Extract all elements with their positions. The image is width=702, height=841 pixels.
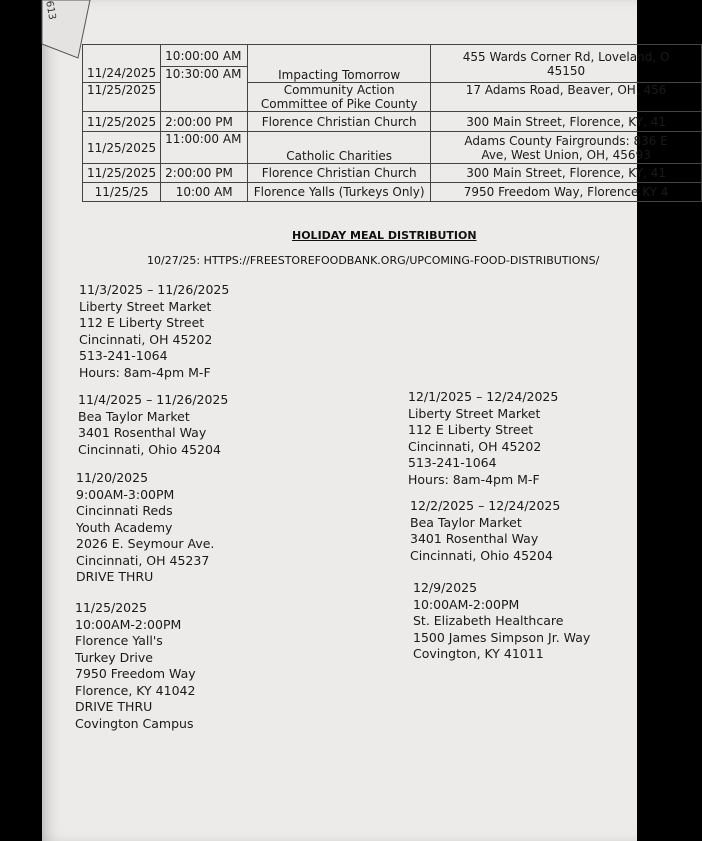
text-line: Cincinnati, OH 45237 (76, 552, 210, 568)
corner-number: 613 (43, 0, 58, 21)
left-block-1 (79, 282, 229, 381)
text-line: 11/4/2025 – 11/26/2025 (78, 392, 229, 407)
org-cell: Florence Christian Church (248, 112, 431, 132)
org-cell: Florence Yalls (Turkeys Only) (248, 183, 431, 202)
text-line: 112 E Liberty Street (79, 315, 205, 330)
org-line: Community Action (283, 83, 395, 97)
time-cell: 10:00:00 AM (161, 45, 248, 67)
text-line: St. Elizabeth Healthcare (413, 613, 564, 628)
table-row (83, 112, 702, 132)
text-line: DRIVE THRU (76, 569, 154, 584)
left-block-2 (78, 392, 228, 458)
text-line: Covington, KY 41011 (413, 646, 544, 661)
text-line: Cincinnati, Ohio 45204 (410, 547, 553, 563)
text-line: 1500 James Simpson Jr. Way (413, 629, 591, 645)
address-cell: 17 Adams Road, Beaver, OH, 456 (431, 83, 702, 112)
time-cell: 10:00 AM (161, 183, 248, 202)
date-cell: 11/25/25 (83, 183, 161, 202)
text-line: 12/2/2025 – 12/24/2025 (410, 498, 561, 513)
text-line: Cincinnati, OH 45202 (408, 438, 542, 454)
left-block-3 (76, 470, 214, 586)
text-line: 112 E Liberty Street (408, 422, 534, 437)
date-cell: 11/25/2025 (83, 112, 161, 132)
text-line: 10:00AM-2:00PM (75, 616, 182, 632)
org-cell: Impacting Tomorrow (248, 45, 431, 83)
text-line: 9:00AM-3:00PM (76, 486, 175, 502)
address-line: Ave, West Union, OH, 45693 (481, 147, 651, 162)
text-line: 11/20/2025 (76, 470, 149, 485)
table-row (83, 164, 702, 183)
text-line: 7950 Freedom Way (75, 666, 196, 681)
right-block-2 (410, 498, 560, 564)
address-cell: 300 Main Street, Florence, KY, 41 (431, 112, 702, 132)
text-line: Liberty Street Market (79, 298, 212, 314)
time-cell: 11:00:00 AM (161, 132, 248, 164)
time-cell: 10:30:00 AM (161, 67, 248, 112)
text-line: Bea Taylor Market (410, 514, 522, 530)
text-line: 12/1/2025 – 12/24/2025 (408, 389, 559, 404)
table-row (83, 45, 702, 67)
date-cell: 11/25/2025 (83, 132, 161, 164)
text-line: Hours: 8am-4pm M-F (408, 471, 540, 487)
text-line: Bea Taylor Market (78, 408, 190, 424)
address-cell: 7950 Freedom Way, Florence KY 4 (431, 183, 702, 202)
text-line: Florence Yall's (75, 633, 163, 648)
table-row (83, 132, 702, 164)
time-cell: 2:00:00 PM (161, 164, 248, 183)
text-line: DRIVE THRU (75, 699, 153, 714)
text-line: 513-241-1064 (408, 455, 497, 470)
text-line: Covington Campus (75, 715, 194, 731)
address-line: 455 Wards Corner Rd, Loveland, O (462, 49, 670, 64)
left-block-4 (75, 600, 196, 732)
source-url-line: 10/27/25: HTTPS://FREESTOREFOODBANK.ORG/UPCOMING-FOOD-DISTRIBUTIONS/ (147, 254, 600, 267)
distribution-schedule-table (82, 44, 702, 202)
text-line: Turkey Drive (75, 649, 153, 665)
document-page (42, 0, 670, 841)
address-line: Adams County Fairgrounds: 836 E (464, 133, 668, 148)
time-cell: 2:00:00 PM (161, 112, 248, 132)
org-line: Committee of Pike County (260, 97, 418, 111)
text-line: 11/25/2025 (75, 600, 148, 615)
org-cell: Catholic Charities (248, 132, 431, 164)
date-cell: 11/25/2025 (83, 83, 161, 112)
text-line: Youth Academy (76, 519, 173, 535)
text-line: 11/3/2025 – 11/26/2025 (79, 282, 230, 297)
address-cell (431, 132, 702, 164)
date-cell: 11/24/2025 (83, 45, 161, 83)
org-cell (248, 83, 431, 112)
section-heading: HOLIDAY MEAL DISTRIBUTION (292, 229, 477, 242)
text-line: 3401 Rosenthal Way (410, 531, 539, 546)
text-line: Cincinnati, OH 45202 (79, 331, 213, 347)
text-line: Florence, KY 41042 (75, 682, 196, 698)
text-line: 513-241-1064 (79, 348, 168, 363)
text-line: Cincinnati Reds (76, 503, 173, 518)
address-cell: 300 Main Street, Florence, KY, 41 (431, 164, 702, 183)
address-cell (431, 45, 702, 83)
text-line: Liberty Street Market (408, 405, 541, 421)
org-cell: Florence Christian Church (248, 164, 431, 183)
text-line: Cincinnati, Ohio 45204 (78, 441, 221, 457)
text-line: Hours: 8am-4pm M-F (79, 364, 211, 380)
text-line: 12/9/2025 (413, 580, 478, 595)
right-block-1 (408, 389, 558, 488)
address-line: 45150 (546, 63, 586, 78)
text-line: 2026 E. Seymour Ave. (76, 536, 215, 551)
text-line: 10:00AM-2:00PM (413, 596, 520, 612)
date-cell: 11/25/2025 (83, 164, 161, 183)
text-line: 3401 Rosenthal Way (78, 425, 207, 440)
right-block-3 (413, 580, 590, 663)
table-row (83, 183, 702, 202)
